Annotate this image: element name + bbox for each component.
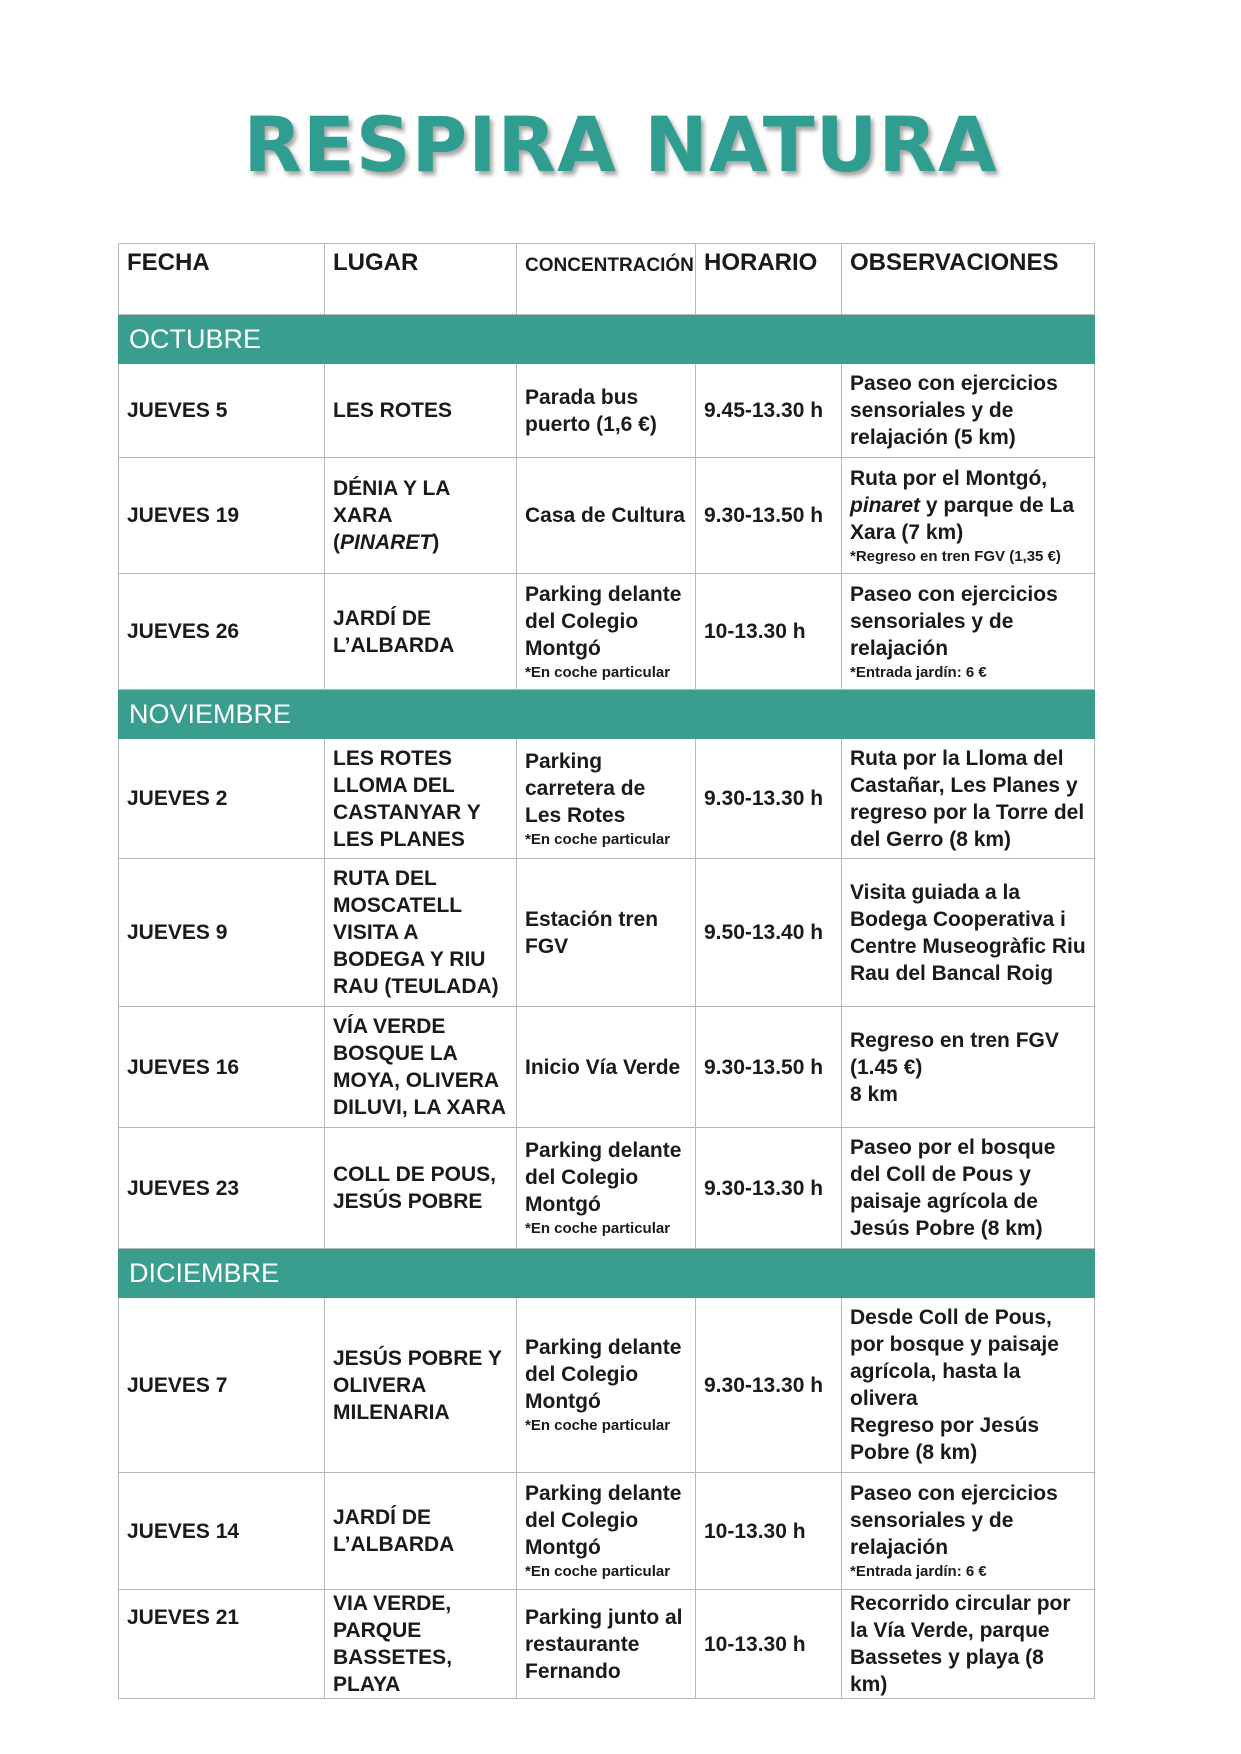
cell-lugar [325,458,517,574]
obs-text: y parque de La Xara (7 km) [850,493,1075,544]
cell-concentracion: Inicio Vía Verde [517,1007,696,1128]
cell-horario: 9.45-13.30 h [696,364,842,458]
obs-text: Regreso en tren FGV (1.45 €) [850,1028,1059,1079]
obs-note: *Regreso en tren FGV (1,35 €) [850,547,1061,565]
table-row [119,574,1095,690]
table-row [119,1590,1095,1699]
cell-observaciones [842,1007,1095,1128]
concentracion-text: Parking delante del Colegio Montgó [525,1139,682,1216]
cell-concentracion [517,739,696,859]
cell-fecha: JUEVES 7 [119,1298,325,1473]
concentracion-text: Parking delante del Colegio Montgó [525,582,682,660]
table-row [119,1128,1095,1249]
lugar-paren-open: ( [333,531,340,554]
header-lugar: LUGAR [325,244,517,315]
cell-fecha: JUEVES 5 [119,364,325,458]
cell-lugar: JARDÍ DE L’ALBARDA [325,574,517,690]
cell-fecha: JUEVES 23 [119,1128,325,1249]
header-fecha: FECHA [119,244,325,315]
cell-concentracion [517,1128,696,1249]
obs-text: Ruta por el Montgó, [850,466,1048,490]
month-row-diciembre [119,1249,1095,1298]
month-row-noviembre [119,690,1095,739]
concentracion-note: *En coche particular [525,830,671,848]
concentracion-note: *En coche particular [525,1563,671,1580]
header-horario: HORARIO [696,244,842,315]
cell-lugar: RUTA DEL MOSCATELL VISITA A BODEGA Y RIU RAU (TEULADA) [325,859,517,1007]
cell-lugar: LES ROTES LLOMA DEL CASTANYAR Y LES PLANES [325,739,517,859]
lugar-italic: PINARET [340,531,433,554]
obs-text: Paseo con ejercicios sensoriales y de relajación [850,1482,1058,1559]
cell-fecha: JUEVES 16 [119,1007,325,1128]
cell-observaciones [842,1298,1095,1473]
table-row [119,1298,1095,1473]
page-title: RESPIRA NATURA [243,100,998,189]
cell-horario: 9.50-13.40 h [696,859,842,1007]
obs-text: Desde Coll de Pous, por bosque y paisaje agrícola, hasta la olivera [850,1306,1059,1410]
cell-observaciones: Ruta por la Lloma del Castañar, Les Planes y regreso por la Torre del del Gerro (8 km) [842,739,1095,859]
cell-horario: 9.30-13.50 h [696,458,842,574]
cell-horario: 9.30-13.30 h [696,739,842,859]
cell-observaciones [842,458,1095,574]
cell-observaciones: Paseo con ejercicios sensoriales y de relajación (5 km) [842,364,1095,458]
concentracion-note: *En coche particular [525,663,671,681]
month-label: DICIEMBRE [119,1249,1095,1298]
obs-note: *Entrada jardín: 6 € [850,663,987,681]
cell-lugar: JARDÍ DE L’ALBARDA [325,1473,517,1590]
obs-italic: pinaret [850,493,921,517]
cell-observaciones: Paseo por el bosque del Coll de Pous y paisaje agrícola de Jesús Pobre (8 km) [842,1128,1095,1249]
obs-text: Paseo con ejercicios sensoriales y de relajación [850,582,1058,660]
cell-lugar: COLL DE POUS, JESÚS POBRE [325,1128,517,1249]
cell-fecha: JUEVES 21 [119,1590,325,1699]
month-row-octubre [119,315,1095,364]
month-label: NOVIEMBRE [119,690,1095,739]
cell-concentracion [517,574,696,690]
cell-fecha: JUEVES 19 [119,458,325,574]
cell-fecha: JUEVES 9 [119,859,325,1007]
cell-concentracion: Parking junto al restaurante Fernando [517,1590,696,1699]
cell-concentracion: Estación tren FGV [517,859,696,1007]
cell-fecha: JUEVES 2 [119,739,325,859]
concentracion-note: *En coche particular [525,1220,671,1237]
cell-observaciones: Visita guiada a la Bodega Cooperativa i Centre Museogràfic Riu Rau del Bancal Roig [842,859,1095,1007]
cell-lugar: VÍA VERDE BOSQUE LA MOYA, OLIVERA DILUVI, LA XARA [325,1007,517,1128]
table-row [119,364,1095,458]
cell-observaciones [842,574,1095,690]
cell-observaciones [842,1473,1095,1590]
obs-note: *Entrada jardín: 6 € [850,1563,987,1580]
table-row [119,739,1095,859]
concentracion-note: *En coche particular [525,1417,671,1434]
cell-fecha: JUEVES 26 [119,574,325,690]
concentracion-text: Parking delante del Colegio Montgó [525,1336,682,1413]
header-observaciones: OBSERVACIONES [842,244,1095,315]
concentracion-text: Parking carretera de Les Rotes [525,749,646,827]
concentracion-text: Parking delante del Colegio Montgó [525,1482,682,1559]
cell-concentracion [517,1473,696,1590]
cell-concentracion: Casa de Cultura [517,458,696,574]
lugar-paren-close: ) [432,531,440,554]
cell-observaciones: Recorrido circular por la Vía Verde, parque Bassetes y playa (8 km) [842,1590,1095,1699]
cell-concentracion: Parada bus puerto (1,6 €) [517,364,696,458]
table-row [119,1007,1095,1128]
obs-text: Regreso por Jesús Pobre (8 km) [850,1414,1040,1464]
table-row [119,1473,1095,1590]
cell-horario: 10-13.30 h [696,1590,842,1699]
schedule-table [118,243,1095,1699]
month-label: OCTUBRE [119,315,1095,364]
header-concentracion: CONCENTRACIÓN [517,244,696,315]
cell-lugar: LES ROTES [325,364,517,458]
table-row [119,859,1095,1007]
cell-horario: 10-13.30 h [696,574,842,690]
cell-horario: 10-13.30 h [696,1473,842,1590]
lugar-text: DÉNIA Y LA XARA [333,477,450,527]
cell-horario: 9.30-13.30 h [696,1298,842,1473]
cell-lugar: JESÚS POBRE Y OLIVERA MILENARIA [325,1298,517,1473]
cell-fecha: JUEVES 14 [119,1473,325,1590]
cell-horario: 9.30-13.50 h [696,1007,842,1128]
obs-text: 8 km [850,1082,898,1106]
table-header-row [119,244,1095,315]
table-row [119,458,1095,574]
cell-horario: 9.30-13.30 h [696,1128,842,1249]
cell-lugar: VIA VERDE, PARQUE BASSETES, PLAYA [325,1590,517,1699]
cell-concentracion [517,1298,696,1473]
